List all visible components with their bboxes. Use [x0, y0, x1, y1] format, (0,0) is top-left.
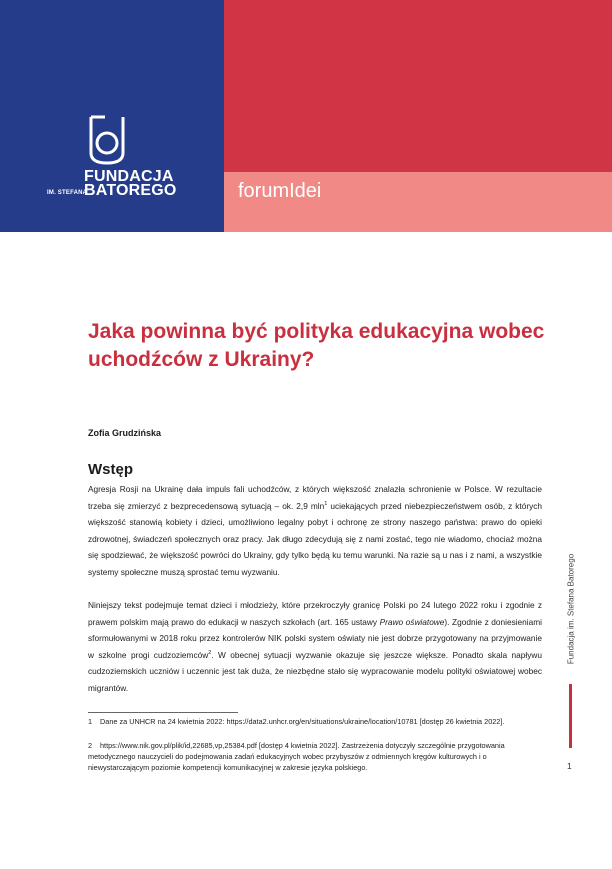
- foundation-logo-icon: [83, 115, 131, 165]
- logo-wordmark-line1: FUNDACJA: [84, 168, 174, 185]
- document-title: Jaka powinna być polityka edukacyjna wobec uchodźców z Ukrainy?: [88, 320, 545, 371]
- section-heading: Wstęp: [88, 461, 133, 478]
- header-red-panel: [224, 0, 612, 172]
- sidebar-accent-bar: [569, 684, 572, 748]
- sidebar-label-text: Fundacja im. Stefana Batorego: [566, 553, 576, 665]
- footnote-number: 1: [88, 717, 93, 726]
- paragraph-text: Agresja Rosji na Ukrainę dała impuls fali uchodźców, z których większość znalazła schronienie w Polsce. W rezultacie trzeba się zmierzyć z bezprecedensową sytuacją – ok. 2,9 mln: [88, 484, 542, 511]
- footnote: [88, 741, 542, 773]
- footnote-ref[interactable]: 2: [208, 650, 212, 657]
- paragraph-text: . W obecnej sytuacji wyzwanie okazuje się jeszcze większe. Ponadto skala napływu cudzoziemskich uczniów i uczennic jest tak duża, że niezbędne stało się wypracowanie modelu polityki oświatowej wobec migrantów.: [88, 649, 543, 693]
- logo-wordmark-line2: BATOREGO: [84, 182, 177, 199]
- sidebar-vertical-label: [565, 549, 577, 670]
- paragraph-scope: [88, 597, 542, 697]
- program-name: forumIdei: [238, 180, 322, 202]
- paragraph-text: uciekających przed niebezpieczeństwem osób, z których większość stanowią kobiety i dzieci, umożliwiono legalny pobyt i ochronę ze strony naszego państwa: prawo do opieki zdrowotnej, świadczeń społecznych oraz pracy. Jak długo zdecydują się z nami zostać, tego nie wiadomo, chociaż można się spodziewać, że większość powróci do Ukrainy, gdy tylko będą ku temu warunki. Na razie są u nas i z nami, a wszystkie systemy społeczne muszą sprostać temu wyzwaniu.: [88, 500, 542, 577]
- paragraph-text: ). Zgodnie z doniesieniami sformułowanymi w 2018 roku przez kontrolerów NIK polski system oświaty nie jest dobrze przygotowany na przyjmowanie w szkolne progi cudzoziemców: [88, 616, 543, 660]
- footnote-ref[interactable]: 1: [324, 500, 328, 507]
- footnote-text[interactable]: Dane za UNHCR na 24 kwietnia 2022: https://data2.unhcr.org/en/situations/ukraine/location/10781 [dostęp 26 kwietnia 2022].: [100, 717, 505, 726]
- law-title: Prawo oświatowe: [379, 616, 445, 627]
- paragraph-text: Niniejszy tekst podejmuje temat dzieci i młodzieży, które przekroczyły granicę Polski po 24 lutego 2022 roku i zgodnie z prawem polskim mają prawo do edukacji w naszych szkołach (art. 165 ustawy: [88, 600, 542, 627]
- footnote: [88, 717, 542, 728]
- paragraph-intro: [88, 481, 542, 581]
- author-name: Zofia Grudzińska: [88, 428, 162, 438]
- logo-wordmark-prefix: IM. STEFANA: [47, 190, 88, 196]
- footnote-text[interactable]: https://www.nik.gov.pl/plik/id,22685,vp,25384.pdf [dostęp 4 kwietnia 2022]. Zastrzeżenia dotyczyły szczególnie przygotowania metodycznego nauczycieli do podejmowania zadań edukacyjnych wobec przybyszów z odmiennych kręgów kulturowych i o niewystarczającym poziomie kompetencji komunikacyjnej w zakresie języka polskiego.: [88, 741, 505, 772]
- footnote-number: 2: [88, 741, 93, 750]
- footnote-divider: [88, 712, 238, 713]
- page-number: 1: [567, 761, 572, 771]
